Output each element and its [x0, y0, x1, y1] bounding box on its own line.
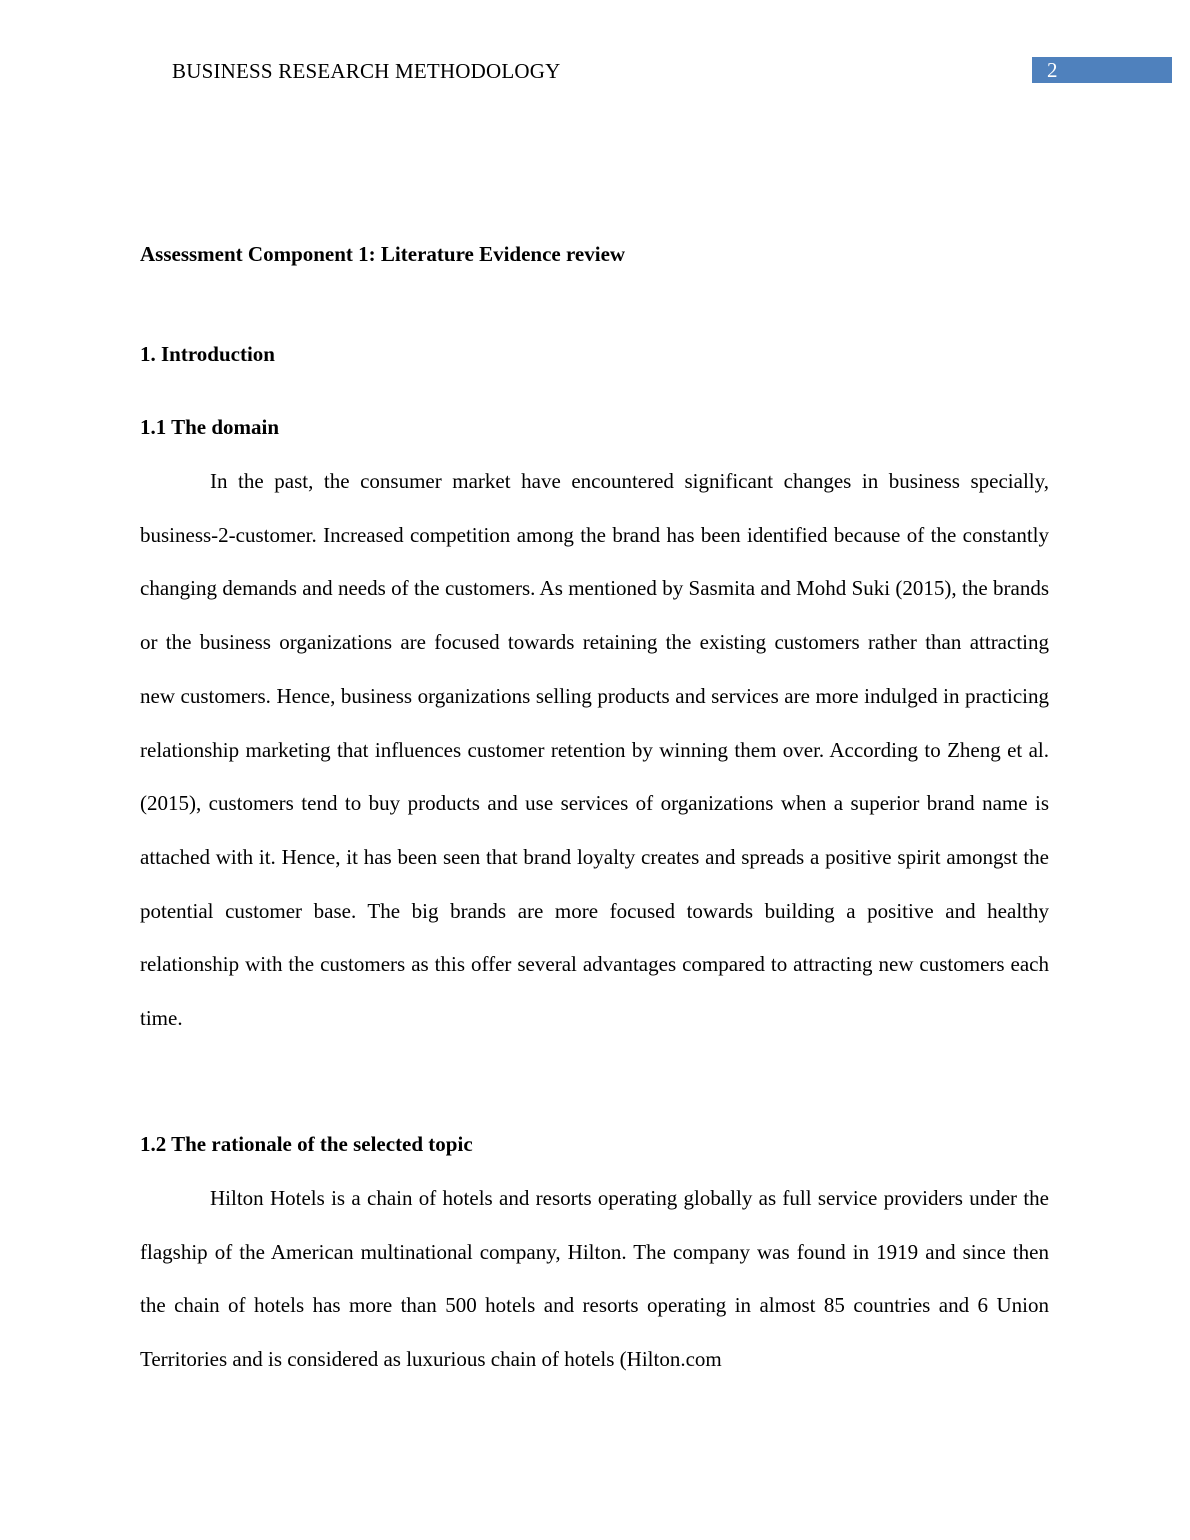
paragraph-rationale: Hilton Hotels is a chain of hotels and resorts operating globally as full service providers under the flagship of the American multinational company, Hilton. The company was found in 1919 and since then the chain of hotels has more than 500 hotels and resorts operating in almost 85 countries and 6 Union Territories and is considered as luxurious chain of hotels (Hilton.com: [140, 1186, 1049, 1372]
paragraph-domain: In the past, the consumer market have encountered significant changes in business specially, business-2-customer. Increased competition among the brand has been identified because of the constantly changing demands and needs of the customers. As mentioned by Sasmita and Mohd Suki (2015), the brands or the business organizations are focused towards retaining the existing customers rather than attracting new customers. Hence, business organizations selling products and services are more indulged in practicing relationship marketing that influences customer retention by winning them over. According to Zheng et al. (2015), customers tend to buy products and use services of organizations when a superior brand name is attached with it. Hence, it has been seen that brand loyalty creates and spreads a positive spirit amongst the potential customer base. The big brands are more focused towards building a positive and healthy relationship with the customers as this offer several advantages compared to attracting new customers each time.: [140, 469, 1049, 1031]
subsection-heading-rationale: 1.2 The rationale of the selected topic: [140, 1132, 473, 1156]
subsection-heading-domain: 1.1 The domain: [140, 415, 280, 439]
page-number: 2: [1047, 58, 1058, 82]
main-heading: Assessment Component 1: Literature Evidence review: [140, 242, 626, 266]
page-number-box: [1032, 57, 1172, 83]
section-heading-introduction: 1. Introduction: [140, 342, 275, 366]
header-title: BUSINESS RESEARCH METHODOLOGY: [172, 59, 561, 83]
